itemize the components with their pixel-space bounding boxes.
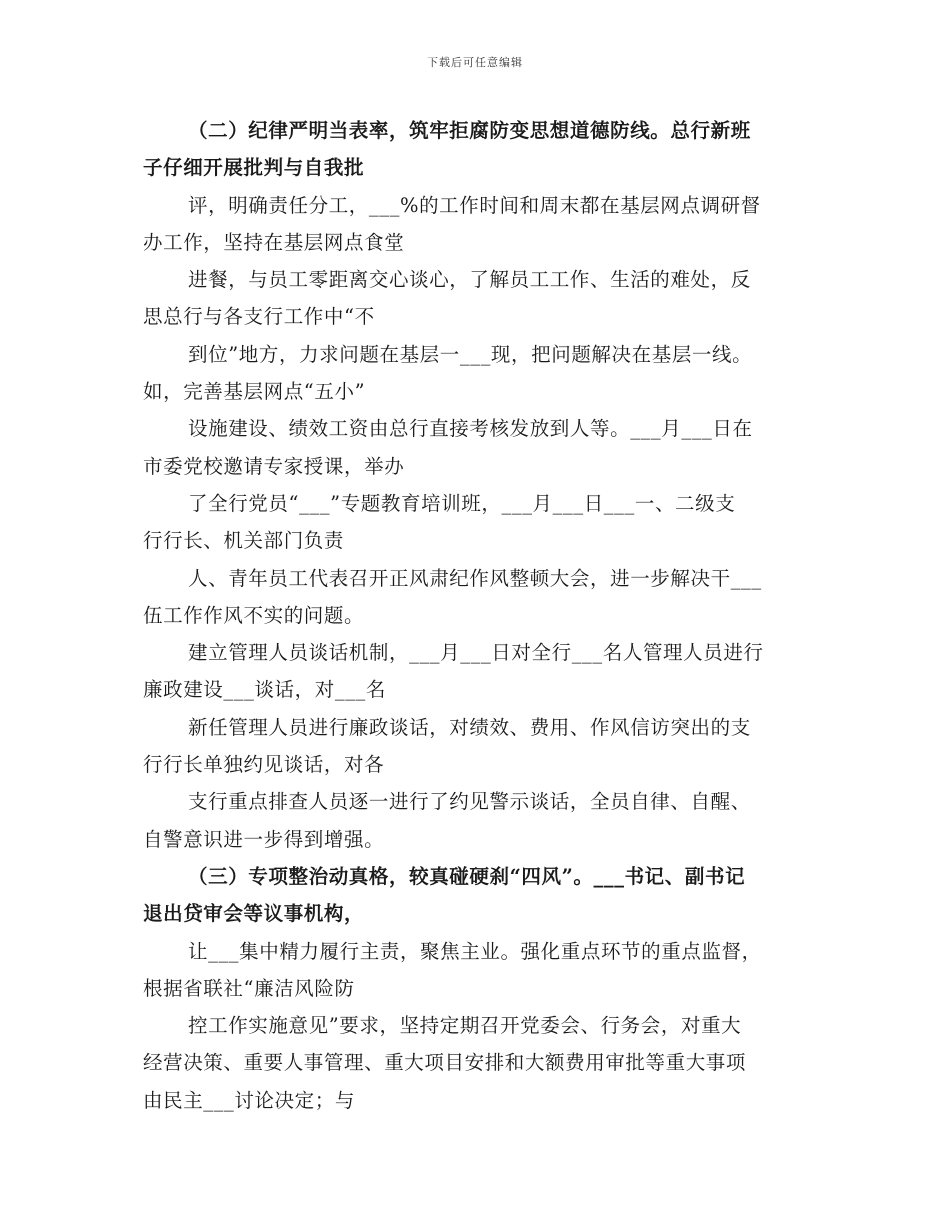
text-line: 子仔细开展批判与自我批	[143, 156, 365, 180]
text-line: 如，完善基层网点“五小”	[143, 380, 366, 404]
text-line: 控工作实施意见”要求，坚持定期召开党委会、行务会，对重大	[188, 1014, 742, 1038]
body-paragraph	[143, 336, 813, 411]
body-paragraph	[143, 410, 813, 485]
text-line: 退出贷审会等议事机构，	[143, 902, 365, 926]
body-paragraph	[143, 634, 813, 709]
text-line: 新任管理人员进行廉政谈话，对绩效、费用、作风信访突出的支	[188, 715, 751, 739]
page-header: 下载后可任意编辑	[427, 56, 523, 69]
text-line: 思总行与各支行工作中“不	[143, 305, 375, 329]
text-line: （三）专项整治动真格，较真碰硬刹“四风”。___书记、副书记	[188, 864, 746, 888]
text-line: 行行长单独约见谈话，对各	[143, 753, 385, 777]
section-heading	[143, 858, 813, 933]
text-line: 市委党校邀请专家授课，举办	[143, 454, 405, 478]
body-paragraph	[143, 709, 813, 784]
body-paragraph	[143, 187, 813, 262]
text-line: 建立管理人员谈话机制，___月___日对全行___名人管理人员进行	[188, 641, 764, 665]
text-line: 根据省联社“廉洁风险防	[143, 976, 355, 1000]
text-line: （二）纪律严明当表率，筑牢拒腐防变思想道德防线。总行新班	[188, 119, 751, 142]
text-line: 让___集中精力履行主责，聚焦主业。强化重点环节的重点监督，	[188, 939, 762, 963]
text-line: 设施建设、绩效工资由总行直接考核发放到人等。___月___日在	[188, 417, 753, 441]
text-line: 评，明确责任分工，___%的工作时间和周末都在基层网点调研督	[188, 193, 761, 217]
text-line: 行行长、机关部门负责	[143, 529, 345, 553]
text-line: 由民主___讨论决定；与	[143, 1088, 355, 1112]
text-line: 支行重点排查人员逐一进行了约见警示谈话，全员自律、自醒、	[188, 790, 751, 814]
body-paragraph	[143, 560, 813, 635]
text-line: 廉政建设___谈话，对___名	[143, 678, 386, 702]
text-line: 自警意识进一步得到增强。	[143, 827, 385, 851]
text-line: 办工作，坚持在基层网点食堂	[143, 230, 405, 254]
text-line: 进餐，与员工零距离交心谈心，了解员工工作、生活的难处，反	[188, 268, 751, 292]
text-line: 经营决策、重要人事管理、重大项目安排和大额费用审批等重大事项	[143, 1051, 747, 1075]
text-line: 到位”地方，力求问题在基层一___现，把问题解决在基层一线。	[188, 342, 753, 366]
text-line: 了全行党员“___”专题教育培训班，___月___日___一、二级支	[188, 491, 736, 515]
body-paragraph	[143, 933, 813, 1008]
body-paragraph	[143, 485, 813, 560]
text-line: 伍工作作风不实的问题。	[143, 603, 365, 627]
body-paragraph	[143, 783, 813, 858]
body-paragraph	[143, 261, 813, 336]
section-heading	[143, 112, 813, 187]
document-body	[143, 112, 813, 1119]
text-line: 人、青年员工代表召开正风肃纪作风整顿大会，进一步解决干___	[188, 566, 762, 590]
body-paragraph	[143, 1007, 813, 1119]
